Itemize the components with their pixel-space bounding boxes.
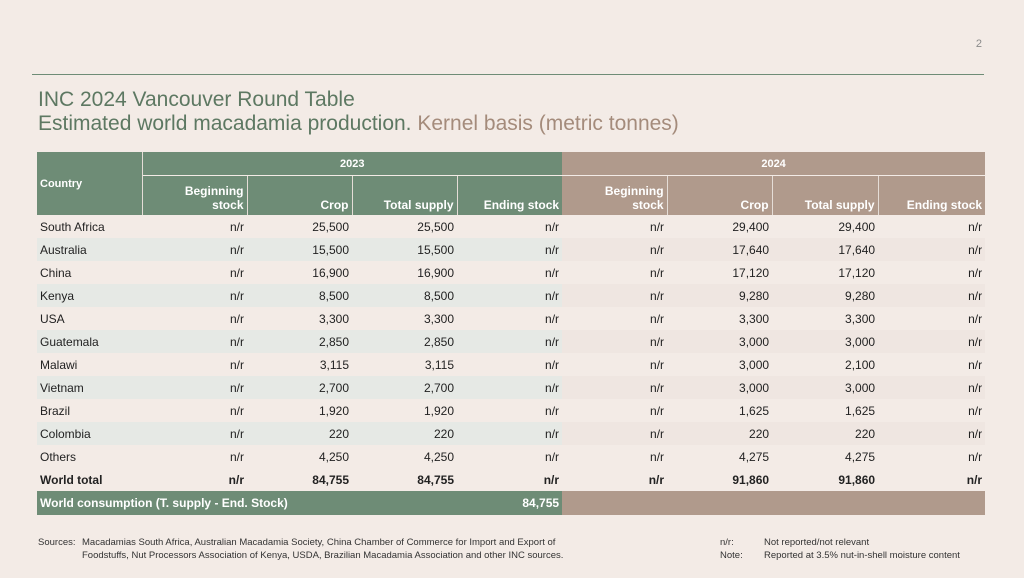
value-cell: 220	[352, 422, 457, 445]
value-cell: 9,280	[772, 284, 878, 307]
value-cell: 8,500	[247, 284, 352, 307]
value-cell: n/r	[878, 261, 985, 284]
value-cell: n/r	[142, 445, 247, 468]
value-cell: n/r	[878, 238, 985, 261]
value-cell: 16,900	[247, 261, 352, 284]
col-ending-stock-2024: Ending stock	[878, 176, 985, 216]
value-cell: 3,000	[772, 330, 878, 353]
value-cell: n/r	[457, 284, 562, 307]
value-cell: n/r	[562, 284, 667, 307]
value-cell: n/r	[878, 376, 985, 399]
value-cell: 2,700	[352, 376, 457, 399]
value-cell: 4,250	[352, 445, 457, 468]
value-cell: 3,000	[667, 353, 772, 376]
country-cell: Vietnam	[37, 376, 142, 399]
value-cell: 29,400	[667, 215, 772, 238]
value-cell: 3,300	[247, 307, 352, 330]
table-row	[37, 284, 985, 307]
value-cell: n/r	[562, 238, 667, 261]
value-cell: 25,500	[247, 215, 352, 238]
col-ending-stock-2023: Ending stock	[457, 176, 562, 216]
value-cell: 1,625	[667, 399, 772, 422]
value-cell: 17,120	[667, 261, 772, 284]
value-cell: 1,920	[247, 399, 352, 422]
value-cell: n/r	[562, 422, 667, 445]
col-crop-2024: Crop	[667, 176, 772, 216]
consumption-2024-empty	[562, 491, 985, 515]
value-cell: 3,000	[667, 376, 772, 399]
value-cell: n/r	[562, 376, 667, 399]
value-cell: n/r	[562, 215, 667, 238]
country-cell: USA	[37, 307, 142, 330]
world-consumption-row	[37, 491, 985, 515]
value-cell: 17,640	[772, 238, 878, 261]
value-cell: 220	[247, 422, 352, 445]
value-cell: n/r	[878, 307, 985, 330]
value-cell: n/r	[878, 445, 985, 468]
table-row	[37, 238, 985, 261]
value-cell: 2,100	[772, 353, 878, 376]
total-cell: n/r	[457, 468, 562, 491]
note-text: Not reported/not relevant	[764, 537, 870, 548]
value-cell: 16,900	[352, 261, 457, 284]
col-crop-2023: Crop	[247, 176, 352, 216]
total-cell: n/r	[142, 468, 247, 491]
value-cell: n/r	[878, 353, 985, 376]
title-accent: Kernel basis (metric tonnes)	[417, 112, 679, 135]
value-cell: 1,625	[772, 399, 878, 422]
table-row	[37, 376, 985, 399]
production-table	[37, 152, 985, 515]
table-row	[37, 399, 985, 422]
value-cell: n/r	[878, 284, 985, 307]
value-cell: n/r	[142, 399, 247, 422]
value-cell: 29,400	[772, 215, 878, 238]
total-label: World total	[37, 468, 142, 491]
value-cell: n/r	[457, 238, 562, 261]
value-cell: n/r	[457, 353, 562, 376]
value-cell: n/r	[457, 399, 562, 422]
value-cell: 3,300	[352, 307, 457, 330]
value-cell: 3,000	[772, 376, 878, 399]
table-row	[37, 445, 985, 468]
value-cell: n/r	[457, 422, 562, 445]
title-line-1: INC 2024 Vancouver Round Table	[38, 88, 355, 111]
col-beginning-stock-2024: Beginning stock	[562, 176, 667, 216]
legend-notes	[720, 536, 960, 562]
value-cell: 2,850	[247, 330, 352, 353]
value-cell: n/r	[142, 215, 247, 238]
value-cell: n/r	[142, 353, 247, 376]
note-key: Note:	[720, 550, 743, 561]
country-cell: Others	[37, 445, 142, 468]
note-text: Reported at 3.5% nut-in-shell moisture content	[764, 550, 960, 561]
total-cell: 91,860	[772, 468, 878, 491]
value-cell: n/r	[562, 399, 667, 422]
country-cell: Colombia	[37, 422, 142, 445]
country-cell: Australia	[37, 238, 142, 261]
value-cell: 17,120	[772, 261, 878, 284]
value-cell: 25,500	[352, 215, 457, 238]
year-2024-header: 2024	[562, 152, 985, 176]
value-cell: 220	[667, 422, 772, 445]
country-cell: Brazil	[37, 399, 142, 422]
value-cell: n/r	[457, 307, 562, 330]
value-cell: n/r	[878, 215, 985, 238]
sources-note	[38, 536, 658, 562]
value-cell: n/r	[457, 445, 562, 468]
total-cell: 84,755	[352, 468, 457, 491]
value-cell: 15,500	[247, 238, 352, 261]
value-cell: n/r	[457, 215, 562, 238]
total-cell: 91,860	[667, 468, 772, 491]
value-cell: n/r	[457, 261, 562, 284]
title-main: Estimated world macadamia production.	[38, 112, 412, 135]
country-cell: China	[37, 261, 142, 284]
table-row	[37, 215, 985, 238]
value-cell: n/r	[562, 353, 667, 376]
value-cell: n/r	[562, 445, 667, 468]
value-cell: 1,920	[352, 399, 457, 422]
value-cell: 3,115	[247, 353, 352, 376]
value-cell: 8,500	[352, 284, 457, 307]
year-2023-header: 2023	[142, 152, 562, 176]
value-cell: 4,250	[247, 445, 352, 468]
value-cell: 3,300	[667, 307, 772, 330]
value-cell: 3,300	[772, 307, 878, 330]
header-row-columns	[37, 176, 985, 216]
table-row	[37, 330, 985, 353]
value-cell: 9,280	[667, 284, 772, 307]
value-cell: 2,850	[352, 330, 457, 353]
world-total-row	[37, 468, 985, 491]
value-cell: 3,115	[352, 353, 457, 376]
note-key: n/r:	[720, 537, 734, 548]
value-cell: 4,275	[667, 445, 772, 468]
value-cell: 220	[772, 422, 878, 445]
table-row	[37, 422, 985, 445]
value-cell: 2,700	[247, 376, 352, 399]
sources-text-2: Foodstuffs, Nut Processors Association of Kenya, USDA, Brazilian Macadamia Association and other INC sources.	[82, 550, 564, 561]
col-total-supply-2024: Total supply	[772, 176, 878, 216]
table-row	[37, 307, 985, 330]
title-line-2	[38, 112, 679, 136]
table-row	[37, 261, 985, 284]
value-cell: 15,500	[352, 238, 457, 261]
value-cell: n/r	[142, 261, 247, 284]
country-header: Country	[37, 152, 142, 215]
total-cell: n/r	[878, 468, 985, 491]
value-cell: 3,000	[667, 330, 772, 353]
total-cell: n/r	[562, 468, 667, 491]
col-beginning-stock-2023: Beginning stock	[142, 176, 247, 216]
sources-label: Sources:	[38, 537, 76, 548]
col-total-supply-2023: Total supply	[352, 176, 457, 216]
value-cell: n/r	[878, 330, 985, 353]
country-cell: Kenya	[37, 284, 142, 307]
value-cell: n/r	[562, 261, 667, 284]
country-cell: Guatemala	[37, 330, 142, 353]
value-cell: 4,275	[772, 445, 878, 468]
consumption-label: World consumption (T. supply - End. Stock)	[37, 491, 457, 515]
value-cell: n/r	[562, 307, 667, 330]
value-cell: n/r	[142, 238, 247, 261]
sources-text-1: Macadamias South Africa, Australian Macadamia Society, China Chamber of Commerce for Import and Export of	[82, 537, 556, 548]
table-row	[37, 353, 985, 376]
value-cell: n/r	[562, 330, 667, 353]
top-divider	[32, 74, 984, 75]
value-cell: n/r	[142, 376, 247, 399]
value-cell: n/r	[878, 399, 985, 422]
value-cell: n/r	[142, 330, 247, 353]
value-cell: n/r	[457, 330, 562, 353]
value-cell: n/r	[457, 376, 562, 399]
value-cell: n/r	[142, 284, 247, 307]
value-cell: n/r	[142, 422, 247, 445]
country-cell: Malawi	[37, 353, 142, 376]
value-cell: n/r	[878, 422, 985, 445]
note-row	[720, 549, 960, 562]
value-cell: 17,640	[667, 238, 772, 261]
page-title	[38, 88, 679, 136]
total-cell: 84,755	[247, 468, 352, 491]
header-row-years	[37, 152, 985, 176]
note-row	[720, 536, 960, 549]
page-number: 2	[975, 38, 982, 50]
country-cell: South Africa	[37, 215, 142, 238]
consumption-value: 84,755	[457, 491, 562, 515]
value-cell: n/r	[142, 307, 247, 330]
